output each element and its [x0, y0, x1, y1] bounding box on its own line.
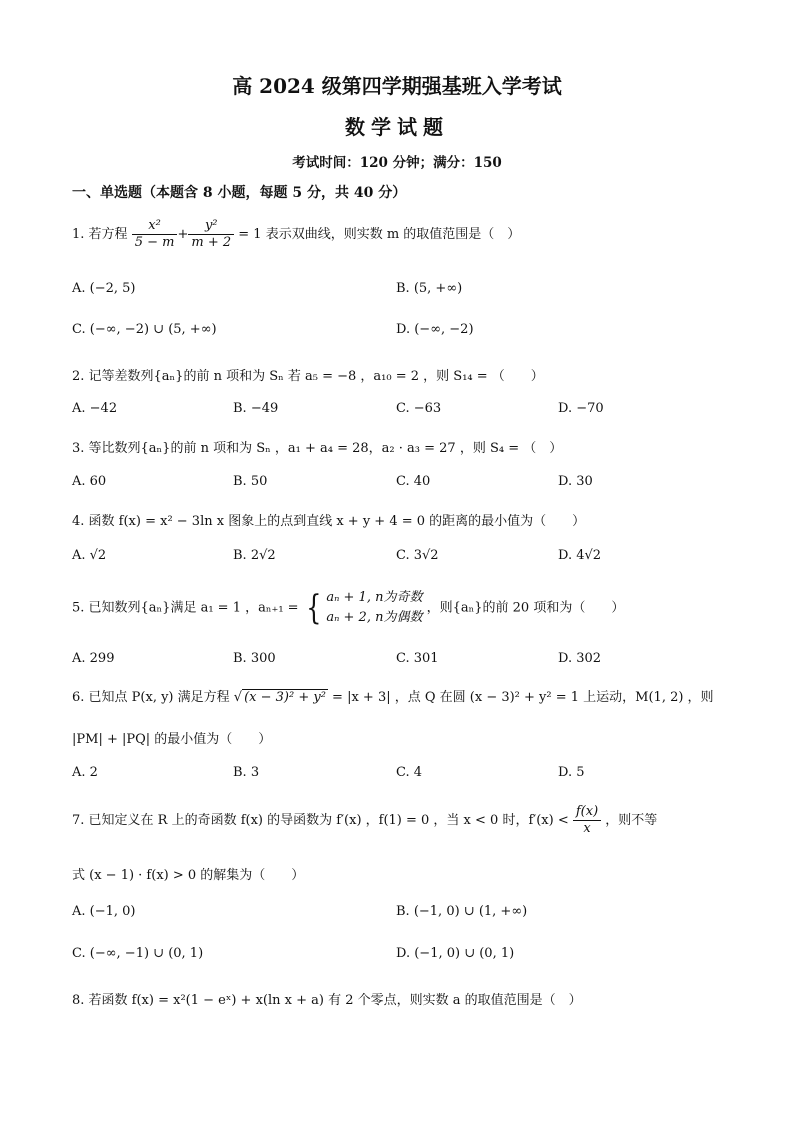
question-1: 1. 若方程 $\frac{\text{x²}}{5 - m}$ + $\frac{\text{y²}}{m + 2}$ = 1 表示双曲线，则实数 m 的取值范围是（ ） [72, 218, 521, 250]
q6-option-b: B. 3 [233, 765, 260, 780]
q5-option-d: D. 302 [558, 651, 602, 666]
exam-title: 高 2024 级第四学期强基班入学考试 [232, 74, 562, 98]
q4-option-a: A. √2 [72, 548, 107, 563]
question-5-case-even: aₙ + 2, n为偶数 [326, 610, 423, 625]
q3-option-d: D. 30 [558, 474, 593, 489]
q4-option-b: B. 2√2 [233, 548, 276, 563]
question-3: 3. 等比数列{aₙ}的前 n 项和为 Sₙ ，a₁ + a₄ = 28，a₂ · a₃ = 27 ，则 S₄ = （ ） [72, 441, 563, 456]
q6-option-d: D. 5 [558, 765, 585, 780]
question-1-prefix: 1. 若方程 [72, 227, 128, 242]
question-5-prefix: 5. 已知数列{aₙ}满足 a₁ = 1 ，aₙ₊₁ = [72, 600, 299, 616]
q2-option-d: D. −70 [558, 401, 604, 416]
section-heading-single-choice: 一、单选题（本题含 8 小题，每题 5 分，共 40 分） [72, 185, 407, 201]
q3-option-c: C. 40 [396, 474, 431, 489]
question-6-line-2: |PM| + |PQ| 的最小值为（ ） [72, 732, 272, 747]
q2-option-b: B. −49 [233, 401, 279, 416]
q5-option-c: C. 301 [396, 651, 439, 666]
q1-option-a: A. (−2, 5) [72, 281, 136, 296]
q6-option-a: A. 2 [72, 765, 98, 780]
question-6-line-1: 6. 已知点 P(x, y) 满足方程 √ (x − 3)² + y² = |x + 3| ，点 Q 在圆 (x − 3)² + y² = 1 上运动，M(1, 2) ，则 [72, 690, 714, 705]
left-brace-icon: { [305, 588, 322, 628]
q3-option-b: B. 50 [233, 474, 268, 489]
q7-option-c: C. (−∞, −1) ∪ (0, 1) [72, 946, 204, 961]
q4-option-d: D. 4√2 [558, 548, 602, 563]
subject-title: 数学试题 [345, 115, 449, 139]
question-5-case-odd: aₙ + 1, n为奇数 [326, 590, 423, 605]
question-2: 2. 记等差数列{aₙ}的前 n 项和为 Sₙ 若 a₅ = −8 ，a₁₀ = 2 ，则 S₁₄ = （ ） [72, 369, 544, 384]
q4-option-c: C. 3√2 [396, 548, 439, 563]
question-1-suffix: 表示双曲线，则实数 m 的取值范围是（ ） [265, 227, 521, 242]
q2-option-a: A. −42 [72, 401, 118, 416]
question-4: 4. 函数 f(x) = x² − 3ln x 图象上的点到直线 x + y + 4 = 0 的距离的最小值为（ ） [72, 514, 586, 529]
q7-option-d: D. (−1, 0) ∪ (0, 1) [396, 946, 515, 961]
q6-option-c: C. 4 [396, 765, 423, 780]
question-7-line-1: 7. 已知定义在 R 上的奇函数 f(x) 的导函数为 f′(x) ，f(1) = 0 ，当 x < 0 时，f′(x) < $\frac{f(x)}{x}$ ，则不等 [72, 804, 658, 836]
q1-option-b: B. (5, +∞) [396, 281, 463, 296]
q1-option-d: D. (−∞, −2) [396, 322, 474, 337]
question-5-piecewise [303, 588, 423, 628]
question-1-fraction-y: $\frac{\text{y²}}{m + 2}$ [188, 218, 234, 251]
q1-option-c: C. (−∞, −2) ∪ (5, +∞) [72, 322, 217, 337]
q3-option-a: A. 60 [72, 474, 107, 489]
question-6-radical: (x − 3)² + y² [244, 690, 326, 705]
exam-info: 考试时间：120 分钟；满分：150 [292, 155, 502, 171]
question-1-fraction-x: $\frac{\text{x²}}{5 - m}$ [132, 218, 178, 251]
question-8: 8. 若函数 f(x) = x²(1 − eˣ) + x(ln x + a) 有 2 个零点，则实数 a 的取值范围是（ ） [72, 993, 582, 1008]
question-7-fraction: $\frac{f(x)}{x}$ [573, 804, 601, 837]
q7-option-b: B. (−1, 0) ∪ (1, +∞) [396, 904, 528, 919]
question-5-suffix: ，则{aₙ}的前 20 项和为（ ） [426, 600, 625, 616]
q2-option-c: C. −63 [396, 401, 442, 416]
question-5 [72, 588, 624, 628]
q5-option-b: B. 300 [233, 651, 276, 666]
question-7-line-2: 式 (x − 1) · f(x) > 0 的解集为（ ） [72, 868, 305, 883]
sqrt-icon: √ [233, 690, 243, 705]
q7-option-a: A. (−1, 0) [72, 904, 136, 919]
q5-option-a: A. 299 [72, 651, 115, 666]
